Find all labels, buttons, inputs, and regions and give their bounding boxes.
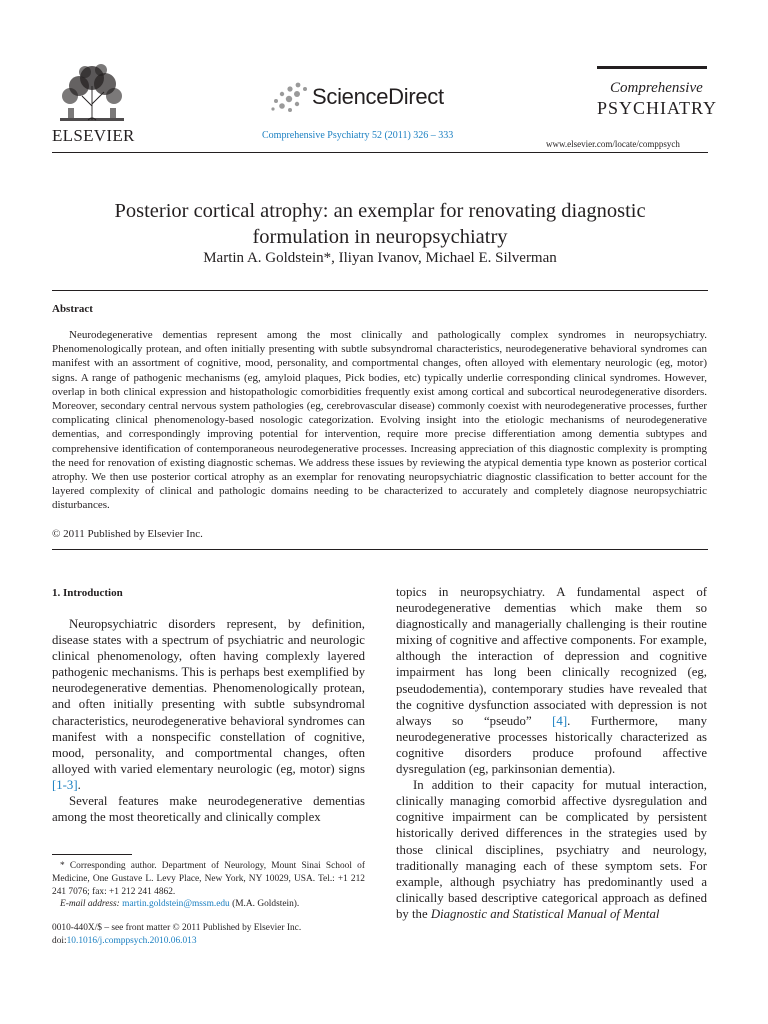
author-email-link[interactable]: martin.goldstein@mssm.edu	[122, 899, 230, 910]
abstract-copyright: © 2011 Published by Elsevier Inc.	[52, 528, 203, 540]
journal-url[interactable]: www.elsevier.com/locate/comppsych	[546, 139, 680, 149]
doi-line	[52, 935, 301, 948]
right-paragraph-2	[396, 777, 707, 922]
left-column	[52, 616, 365, 825]
email-label: E-mail address:	[60, 899, 120, 910]
footnote-rule	[52, 854, 132, 855]
journal-citation-link[interactable]: Comprehensive Psychiatry 52 (2011) 326 – 333	[262, 130, 454, 141]
corresponding-author-note: * Corresponding author. Department of Neurology, Mount Sinai School of Medicine, One Gustave L. Levy Place, New York, NY 10029, USA. Tel.: +1 212 241 7076; fax: +1 212 241 4862.	[52, 861, 365, 897]
article-title-line2: formulation in neuropsychiatry	[252, 226, 508, 248]
citation-link-4[interactable]: [4]	[552, 713, 568, 728]
journal-title-line2: PSYCHIATRY	[597, 98, 718, 118]
right-column	[396, 584, 707, 922]
right-paragraph-2-text: In addition to their capacity for mutual interaction, clinically managing comorbid affective dysregulation and cognitive impairment can be complicated by persistent historically derived differences in the strategies used by those clinical disciplines, psychiatry and neurology, traditionally managing each of these symptom sets. For example, although psychiatry has predominantly used a clinically based descriptive categorical approach as defined by the	[396, 778, 707, 921]
journal-title-line1: Comprehensive	[610, 80, 703, 96]
doi-link[interactable]: 10.1016/j.comppsych.2010.06.013	[66, 935, 197, 946]
title-divider	[52, 290, 708, 291]
dsm-title: Diagnostic and Statistical Manual of Mental	[430, 906, 660, 921]
footnote	[52, 860, 365, 911]
abstract-heading: Abstract	[52, 303, 93, 315]
citation-link-1-3[interactable]: [1-3]	[52, 777, 78, 792]
email-line	[52, 898, 365, 911]
header-divider	[52, 152, 708, 153]
section-heading: 1. Introduction	[52, 587, 123, 599]
intro-paragraph-1-text: Neuropsychiatric disorders represent, by definition, disease states with a spectrum of psychiatric and neurologic clinical phenomenology, often having complexly layered pathogenic mechanisms. This is perhaps best exemplified by neurodegenerative dementias. Phenomenologically protean, and often initially presenting with subtle subsyndromal characteristics, neurodegenerative behavioral syndromes can manifest with a nonspecific constellation of cognitive, mood, personality, and comportmental changes, often alloyed with varied elementary neurologic (eg, motor) signs	[52, 617, 365, 776]
right-paragraph-1-text-b: . Furthermore, many neurodegenerative processes historically characterized as cognitive disorders produce profound affective dysregulation (eg, parkinsonian dementia).	[396, 713, 707, 777]
doi-label: doi:	[52, 935, 67, 946]
intro-paragraph-2: Several features make neurodegenerative dementias among the most theoretically and clinically complex	[52, 794, 365, 825]
right-paragraph-1	[396, 584, 707, 777]
abstract-divider	[52, 549, 708, 550]
publisher-name: ELSEVIER	[52, 126, 135, 145]
article-authors: Martin A. Goldstein*, Iliyan Ivanov, Michael E. Silverman	[203, 250, 557, 266]
journal-masthead-rule	[597, 66, 707, 69]
issn-line: 0010-440X/$ – see front matter © 2011 Published by Elsevier Inc.	[52, 923, 302, 933]
abstract-text: Neurodegenerative dementias represent among the most clinically and pathologically complex syndromes in neuropsychiatry. Phenomenologically protean, and often initially presenting with subtle subsyndromal characteristics, neurodegenerative behavioral syndromes can manifest with an assortment of cognitive, mood, personality, and comportmental changes, often alloyed with elementary neurologic (eg, motor) signs. A range of pathogenic mechanisms (eg, amyloid plaques, Pick bodies, etc) typically underlie corresponding clinical syndromes. However, overlap in both clinical expression and histopathologic comorbidities frequently exist among cortical and subcortical neurodegenerative disorders. Moreover, secondary central nervous system pathologies (eg, cerebrovascular disease) commonly coexist with neurodegenerative processes, further complicating clinical phenomenology-based nosologic categorization. Evolving insight into the etiologic mechanisms of neurodegenerative dementias, and correspondingly improving potential for intervention, require more precise differentiation among dementia subtypes and comprehensive identification of contemporaneous neurodegenerative processes. Increasing appreciation of this diagnostic complexity is prompting the need for renovation of existing diagnostic schemas. We address these issues by reviewing the atypical dementia type known as posterior cortical atrophy. We then use posterior cortical atrophy as an exemplar for renovating neuropsychiatric diagnostic classification to better account for the layered complexity of clinical and pathologic domains needing to be characterized to accurately and completely diagnose neuropsychiatric disturbances.	[52, 329, 707, 512]
intro-paragraph-1: Neuropsychiatric disorders represent, by definition, disease states with a spectrum of psychiatric and neurologic clinical phenomenology, often having complexly layered pathogenic mechanisms. This is perhaps best exemplified by neurodegenerative dementias. Phenomenologically protean, and often initially presenting with subtle subsyndromal characteristics, neurodegenerative behavioral syndromes can manifest with a nonspecific constellation of cognitive, mood, personality, and comportmental changes, often alloyed with varied elementary neurologic (eg, motor) signs [1-3].	[52, 617, 365, 792]
sciencedirect-dots-icon	[268, 80, 310, 114]
sciencedirect-logo[interactable]: ScienceDirect	[312, 84, 444, 109]
article-title-line1: Posterior cortical atrophy: an exemplar for renovating diagnostic	[114, 200, 646, 222]
abstract-body	[52, 328, 707, 513]
email-owner: (M.A. Goldstein).	[232, 899, 300, 910]
front-matter	[52, 922, 301, 948]
right-paragraph-1-text-a: topics in neuropsychiatry. A fundamental aspect of neurodegenerative dementias which make them so diagnostically and managerially challenging is their routine mixing of cognitive and affective components. For example, although the interaction of depression and cognitive impairment has long been clinically recognized (eg, pseudodementia), contemporary studies have revealed that the cognitive dysfunction associated with depression is not always so “pseudo”	[396, 585, 707, 728]
